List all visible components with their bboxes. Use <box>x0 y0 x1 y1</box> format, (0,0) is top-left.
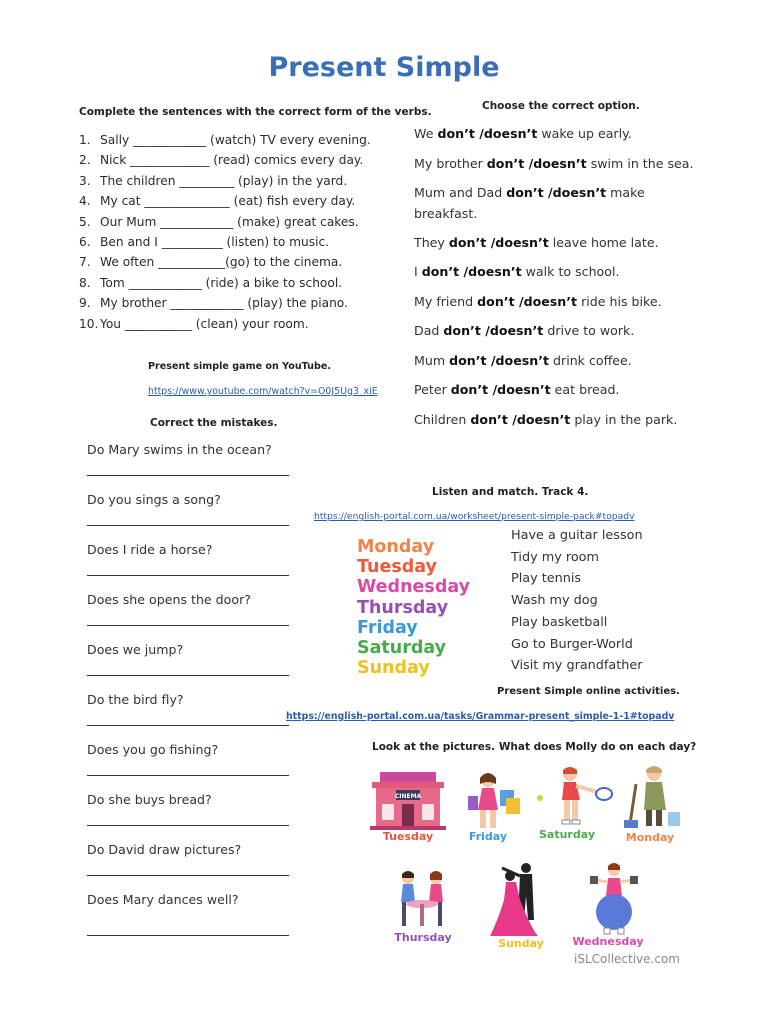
list-item: Peter don’t /doesn’t eat bread. <box>414 382 620 397</box>
youtube-link[interactable]: https://www.youtube.com/watch?v=O0J5Ug3_xiE <box>148 386 378 397</box>
list-item: They don’t /doesn’t leave home late. <box>414 235 659 250</box>
list-item: 4. My cat ______________ (eat) fish every day. <box>79 194 356 209</box>
list-item: I don’t /doesn’t walk to school. <box>414 264 620 279</box>
correct-mistakes-heading: Correct the mistakes. <box>150 417 278 429</box>
answer-line <box>87 625 289 626</box>
list-item: Do you sings a song? <box>87 492 221 507</box>
answer-line <box>87 775 289 776</box>
page-title: Present Simple <box>268 52 500 83</box>
answer-line <box>87 725 289 726</box>
day-label: Saturday <box>357 638 447 659</box>
shopping-icon <box>466 770 526 832</box>
answer-line <box>87 525 289 526</box>
list-item: Visit my grandfather <box>511 658 643 674</box>
list-item: Tidy my room <box>511 549 599 565</box>
list-item: 10. You ___________ (clean) your room. <box>79 316 309 331</box>
day-label: Monday <box>357 537 435 557</box>
pictures-heading: Look at the pictures. What does Molly do on each day? <box>372 741 697 753</box>
cinema-sign-text: CINEMA <box>394 793 422 800</box>
list-item: Do she buys bread? <box>87 792 212 807</box>
answer-line <box>87 825 289 826</box>
watermark: iSLCollective.com <box>574 952 680 966</box>
answer-line <box>87 675 289 676</box>
list-item: Does Mary dances well? <box>87 892 239 907</box>
picture-caption: Monday <box>625 831 675 844</box>
list-item: Mum don’t /doesn’t drink coffee. <box>414 353 632 368</box>
dancing-icon <box>488 860 548 940</box>
list-item: Do David draw pictures? <box>87 842 242 857</box>
answer-line <box>87 575 289 576</box>
list-item: Do the bird fly? <box>87 692 184 707</box>
online-activities-label: Present Simple online activities. <box>497 686 680 697</box>
day-label: Sunday <box>357 658 430 679</box>
list-item: 9. My brother ____________ (play) the piano. <box>79 296 348 311</box>
list-item: Go to Burger-World <box>511 636 633 652</box>
picture-caption: Tuesday <box>382 830 434 843</box>
list-item: Play tennis <box>511 571 582 587</box>
day-label: Wednesday <box>357 577 471 598</box>
day-label: Friday <box>357 617 418 638</box>
days-list <box>357 537 470 678</box>
day-label: Tuesday <box>357 557 437 578</box>
list-item: Dad don’t /doesn’t drive to work. <box>414 323 635 338</box>
list-item: Have a guitar lesson <box>511 528 643 543</box>
cleaning-icon <box>622 764 682 832</box>
list-item: We don’t /doesn’t wake up early. <box>414 126 632 141</box>
list-item: breakfast. <box>414 206 478 221</box>
fitness-icon <box>586 862 640 936</box>
list-item: Does I ride a horse? <box>87 542 213 557</box>
answer-line <box>87 875 289 876</box>
picture-caption: Saturday <box>539 828 595 841</box>
list-item: 7. We often ___________(go) to the cinema. <box>79 255 343 270</box>
list-item: 6. Ben and I __________ (listen) to music. <box>79 235 330 250</box>
complete-sentences-list <box>79 130 371 334</box>
list-item: My brother don’t /doesn’t swim in the sea. <box>414 156 694 171</box>
list-item: 2. Nick _____________ (read) comics every day. <box>79 153 364 168</box>
picture-caption: Sunday <box>498 937 544 950</box>
picture-caption: Thursday <box>394 931 452 944</box>
list-item: Does you go fishing? <box>87 742 219 757</box>
list-item: My friend don’t /doesn’t ride his bike. <box>414 294 662 309</box>
complete-sentences-heading: Complete the sentences with the correct form of the verbs. <box>79 106 432 118</box>
online-activities-link[interactable]: https://english-portal.com.ua/tasks/Grammar-present_simple-1-1#topadv <box>286 711 675 722</box>
list-item: 1. Sally ____________ (watch) TV every evening. <box>79 133 371 147</box>
choose-option-heading: Choose the correct option. <box>482 100 640 112</box>
list-item: 5. Our Mum ____________ (make) great cakes. <box>79 214 359 229</box>
picture-caption: Friday <box>468 830 508 843</box>
list-item: Play basketball <box>511 614 608 630</box>
list-item: 8. Tom ____________ (ride) a bike to school. <box>79 275 343 290</box>
cafe-icon <box>392 866 454 932</box>
activities-list <box>511 525 643 677</box>
list-item: Children don’t /doesn’t play in the park. <box>414 412 678 427</box>
list-item: Do Mary swims in the ocean? <box>87 442 272 457</box>
list-item: Does she opens the door? <box>87 592 251 607</box>
cinema-icon <box>366 770 450 832</box>
answer-line <box>87 935 289 936</box>
day-label: Thursday <box>357 597 449 618</box>
list-item: Mum and Dad don’t /doesn’t make <box>414 185 645 200</box>
tennis-icon <box>536 764 616 830</box>
youtube-label: Present simple game on YouTube. <box>148 361 332 372</box>
list-item: 3. The children _________ (play) in the yard. <box>79 173 348 188</box>
worksheet-link[interactable]: https://english-portal.com.ua/worksheet/present-simple-pack#topadv <box>314 511 635 522</box>
list-item: Does we jump? <box>87 642 184 657</box>
picture-caption: Wednesday <box>572 935 644 948</box>
listen-match-heading: Listen and match. Track 4. <box>432 486 589 498</box>
answer-line <box>87 475 289 476</box>
list-item: Wash my dog <box>511 593 598 609</box>
